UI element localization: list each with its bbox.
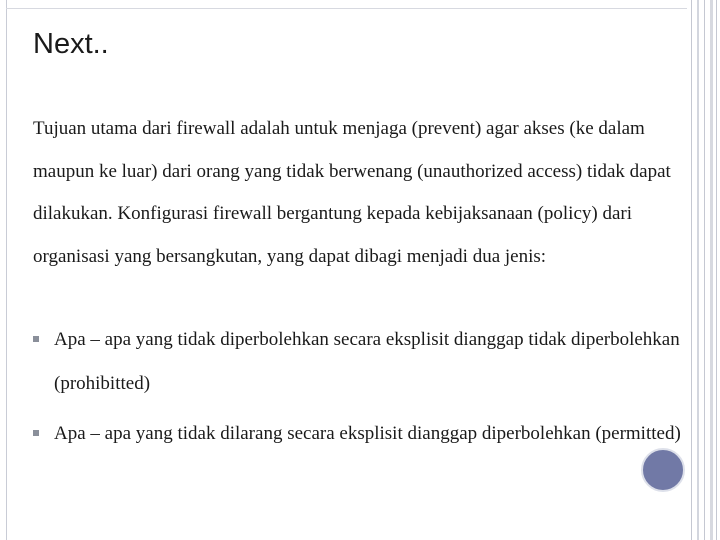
- bullet-item: [33, 318, 683, 406]
- stripe: [704, 0, 705, 540]
- bullet-text: Apa – apa yang tidak dilarang secara eksplisit dianggap diperbolehkan (permitted): [54, 423, 681, 444]
- square-bullet-icon: [33, 430, 39, 436]
- decorative-stripes: [687, 0, 720, 540]
- square-bullet-icon: [33, 336, 39, 342]
- stripe: [710, 0, 713, 540]
- stripe: [691, 0, 692, 540]
- circle-decoration-icon: [641, 448, 685, 492]
- top-divider: [6, 8, 687, 9]
- stripe: [716, 0, 717, 540]
- stripe: [697, 0, 699, 540]
- bullet-item: [33, 412, 683, 456]
- bullet-list: [33, 318, 683, 462]
- bullet-text: Apa – apa yang tidak diperbolehkan secara eksplisit dianggap tidak diperbolehkan (prohibitted): [54, 329, 680, 394]
- body-paragraph: Tujuan utama dari firewall adalah untuk menjaga (prevent) agar akses (ke dalam maupun ke luar) dari orang yang tidak berwenang (unauthorized access) tidak dapat dilakukan. Konfigurasi firewall bergantung kepada kebijaksanaan (policy) dari organisasi yang bersangkutan, yang dapat dibagi menjadi dua jenis:: [33, 118, 671, 267]
- slide-title: Next..: [33, 28, 109, 60]
- left-divider: [6, 0, 7, 540]
